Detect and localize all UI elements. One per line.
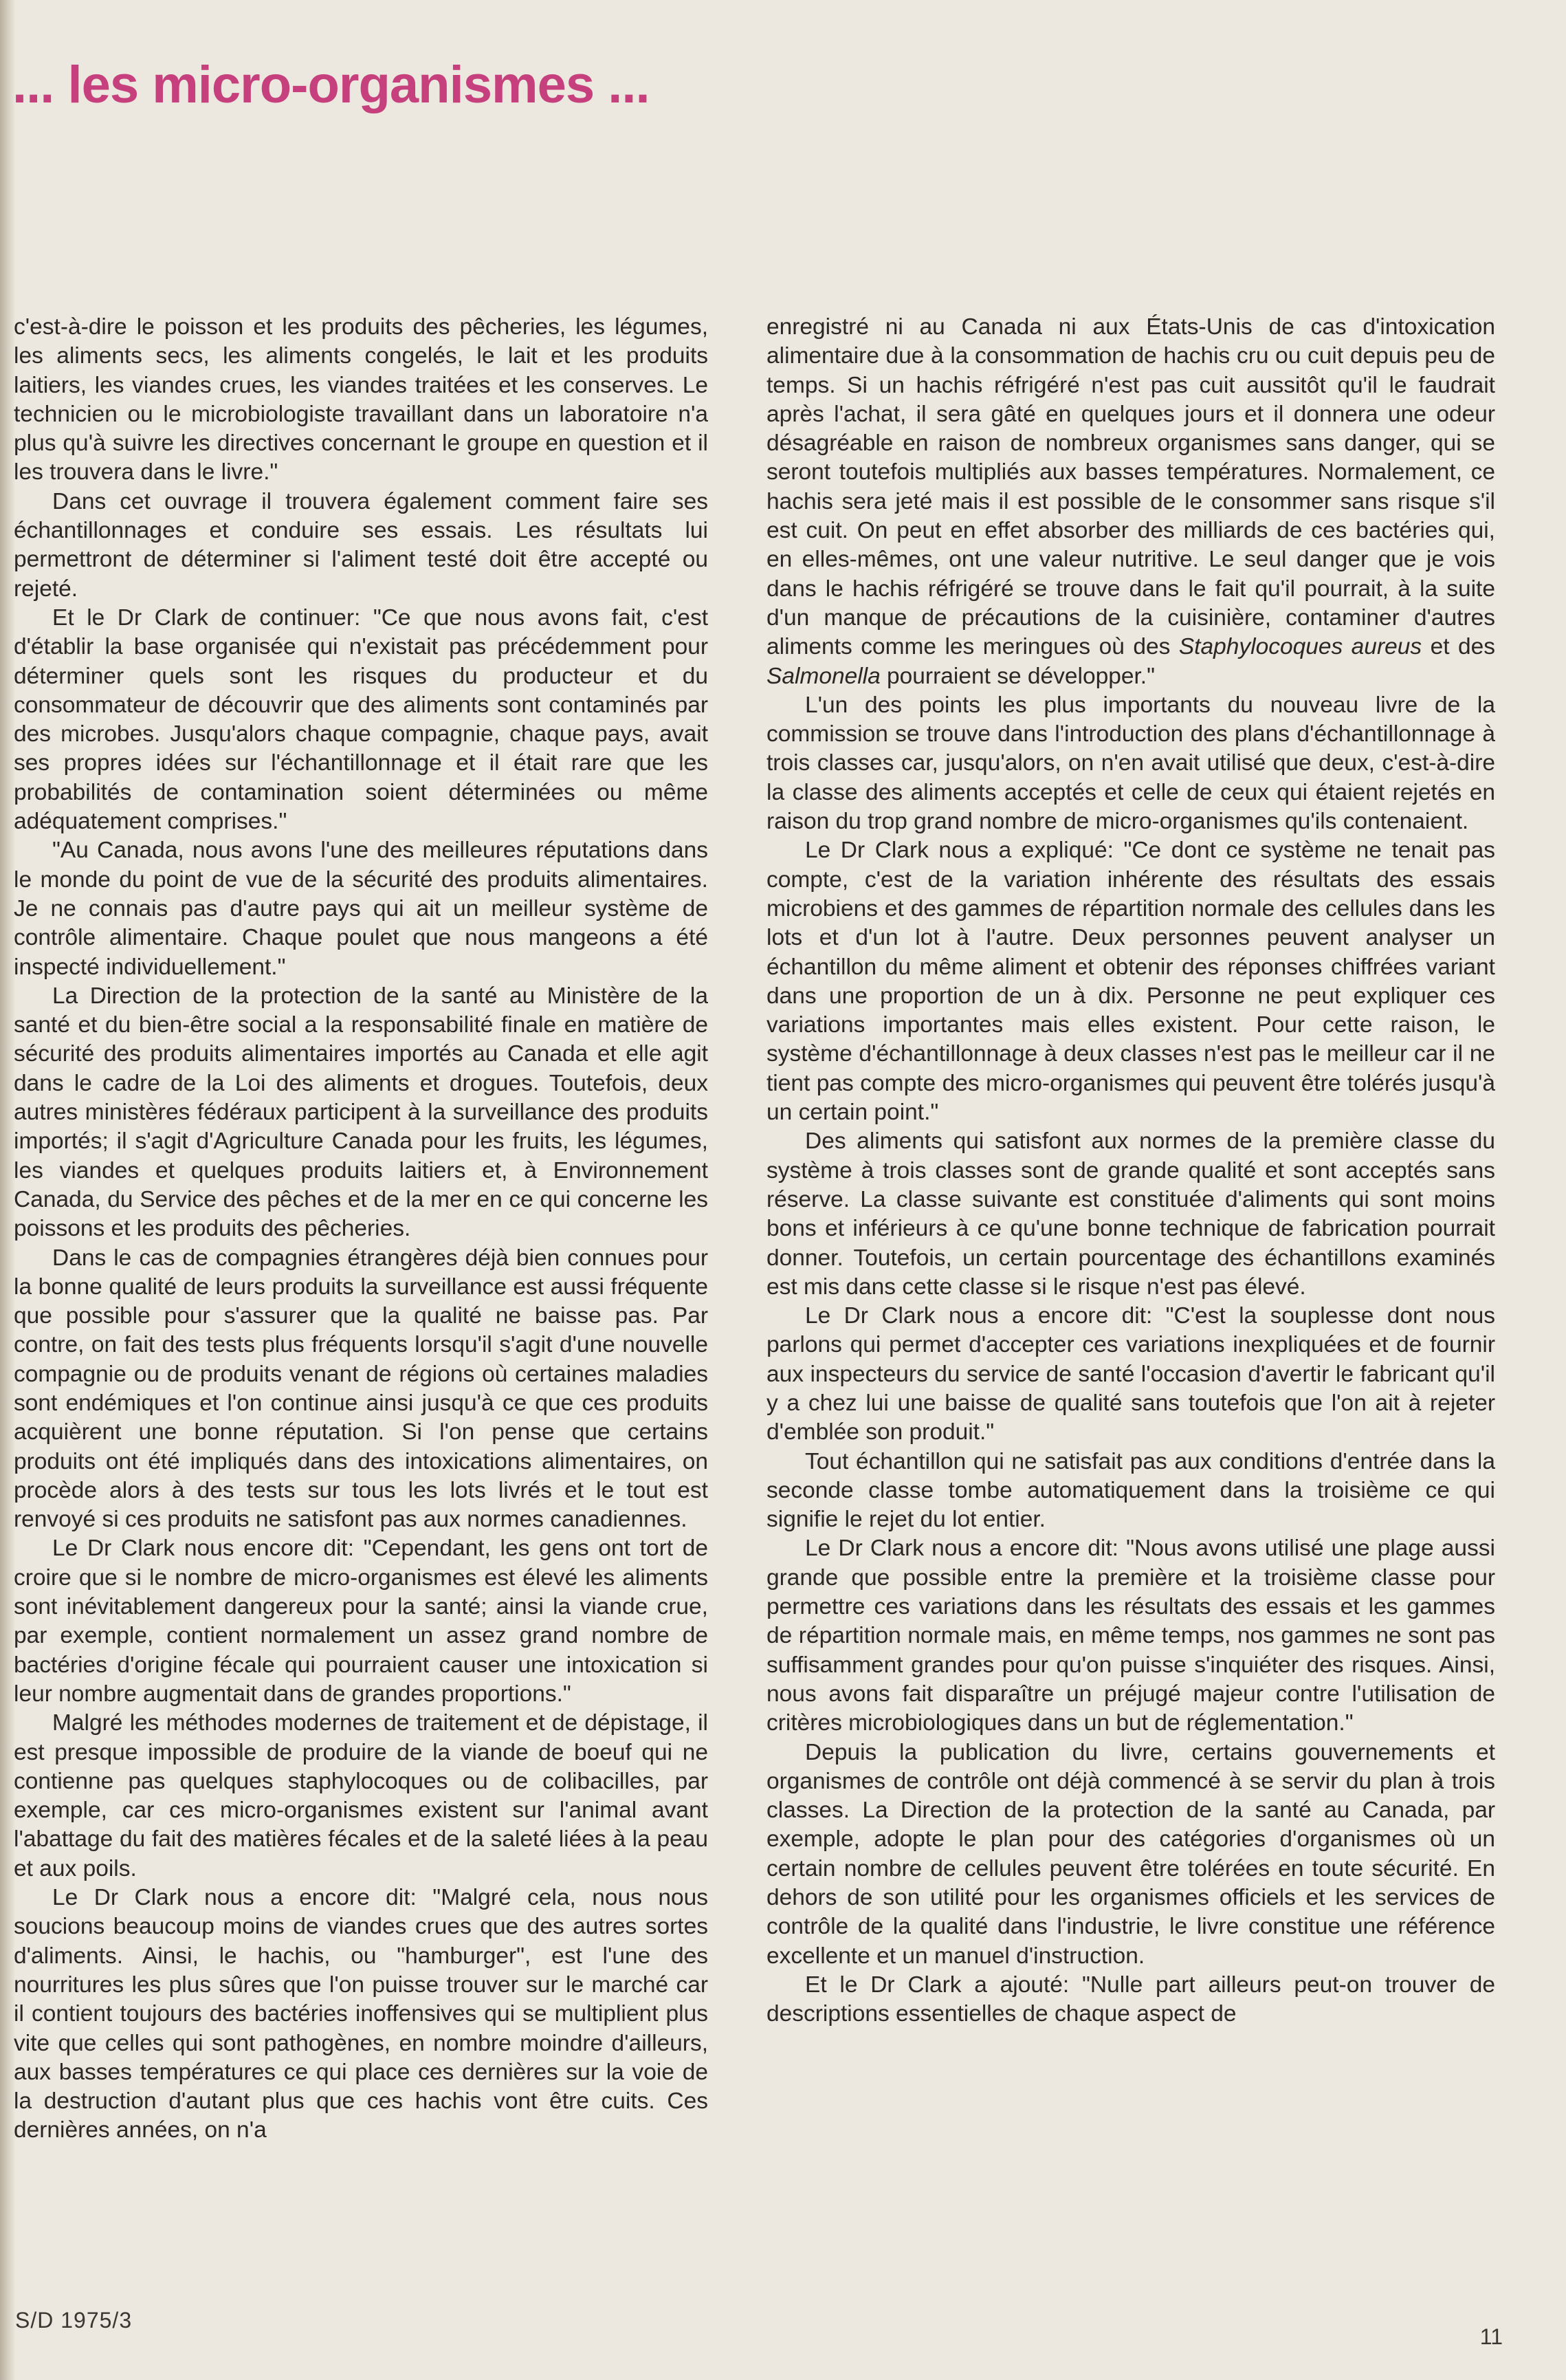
paragraph: Le Dr Clark nous a expliqué: "Ce dont ce système ne tenait pas compte, c'est de la variation inhérente des résultats des essais microbiens et des gammes de répartition normale des cellules dans les lots et d'un lot à l'autre. Deux personnes peuvent analyser un échantillon du même aliment et obtenir des réponses chiffrées variant dans une proportion de un à dix. Personne ne peut expliquer ces variations importantes mais elles existent. Pour cette raison, le système d'échantillonnage à deux classes n'est pas le meilleur car il ne tient pas compte des micro-organismes qui peuvent être tolérés jusqu'à un certain point.": [767, 838, 1495, 1126]
species-name-italic: Salmonella: [767, 663, 881, 689]
paragraph: "Au Canada, nous avons l'une des meilleures réputations dans le monde du point de vue de la sécurité des produits alimentaires. Je ne connais pas d'autre pays qui ait un meilleur système de contrôle alimentaire. Chaque poulet que nous mangeons a été inspecté individuellement.": [14, 838, 708, 980]
paragraph: Tout échantillon qui ne satisfait pas aux conditions d'entrée dans la seconde classe tombe automatiquement dans la troisième ce qui signifie le rejet du lot entier.: [767, 1448, 1495, 1533]
page-number: 11: [1479, 2324, 1503, 2349]
paragraph: Depuis la publication du livre, certains gouvernements et organismes de contrôle ont déjà commencé à se servir du plan à trois classes. La Direction de la protection de la santé au Canada, par exemple, adopte le plan pour des catégories d'organismes où un certain nombre de cellules peuvent être tolérées en toute sécurité. En dehors de son utilité pour les organismes officiels et les services de contrôle de la qualité dans l'industrie, le livre constitue une référence excellente et un manuel d'instruction.: [767, 1739, 1495, 1969]
paragraph-text: et des: [1422, 634, 1495, 660]
paragraph: L'un des points les plus importants du nouveau livre de la commission se trouve dans l'introduction des plans d'échantillonnage à trois classes car, jusqu'alors, on n'en avait utilisé que deux, c'est-à-dire la classe des aliments acceptés et celle de ceux qui étaient rejetés en raison du trop grand nombre de micro-organismes qu'ils contenaient.: [767, 692, 1495, 835]
article-column-left: [14, 313, 708, 2146]
paragraph: Le Dr Clark nous a encore dit: "C'est la souplesse dont nous parlons qui permet d'accepter ces variations inexpliquées et de fournir aux inspecteurs du service de santé l'occasion d'avertir le fabricant qu'il y a chez lui une baisse de qualité sans toutefois que l'on ait à rejeter d'emblée son produit.": [767, 1303, 1495, 1445]
article-column-right: [767, 313, 1495, 2029]
paragraph: La Direction de la protection de la santé au Ministère de la santé et du bien-être social a la responsabilité finale en matière de sécurité des produits alimentaires importés au Canada et elle agit dans le cadre de la Loi des aliments et drogues. Toutefois, deux autres ministères fédéraux participent à la surveillance des produits importés; il s'agit d'Agriculture Canada pour les fruits, les légumes, les viandes et quelques produits laitiers et, à Environnement Canada, du Service des pêches et de la mer en ce qui concerne les poissons et les produits des pêcheries.: [14, 983, 708, 1242]
species-name-italic: Staphylocoques aureus: [1178, 634, 1422, 660]
paragraph: c'est-à-dire le poisson et les produits des pêcheries, les légumes, les aliments secs, les aliments congelés, le lait et les produits laitiers, les viandes crues, les viandes traitées et les conserves. Le technicien ou le microbiologiste travaillant dans un laboratoire n'a plus qu'à suivre les directives concernant le groupe en question et il les trouvera dans le livre.": [14, 314, 708, 485]
paragraph: Malgré les méthodes modernes de traitement et de dépistage, il est presque impossible de produire de la viande de boeuf qui ne contienne pas quelques staphylocoques ou de colibacilles, par exemple, car ces micro-organismes existent sur l'animal avant l'abattage du fait des matières fécales et de la saleté liées à la peau et aux poils.: [14, 1710, 708, 1881]
paragraph-text: enregistré ni au Canada ni aux États-Unis de cas d'intoxication alimentaire due à la consommation de hachis cru ou cuit depuis peu de temps. Si un hachis réfrigéré n'est pas cuit aussitôt qu'il le faudrait après l'achat, il sera gâté en quelques jours et il donnera une odeur désagréable en raison de nombreux organismes sans danger, qui se seront toutefois multipliés aux basses températures. Normalement, ce hachis sera jeté mais il est possible de le consommer sans risque s'il est cuit. On peut en effet absorber des milliards de ces bactéries qui, en elles-mêmes, ont une valeur nutritive. Le seul danger que je vois dans le hachis réfrigéré se trouve dans le fait qu'il pourrait, à la suite d'un manque de précautions de la cuisinière, contaminer d'autres aliments comme les meringues où des: [767, 314, 1495, 660]
page-title: ... les micro-organismes ...: [12, 56, 650, 114]
paragraph: Le Dr Clark nous a encore dit: "Nous avons utilisé une plage aussi grande que possible entre la première et la troisième classe pour permettre ces variations dans les résultats des essais et les gammes de répartition normale mais, en même temps, nos gammes ne sont pas suffisamment grandes pour qu'on puisse s'inquiéter des risques. Ainsi, nous avons fait disparaître un préjugé majeur contre l'utilisation de critères microbiologiques dans un but de réglementation.": [767, 1536, 1495, 1736]
page-binding-shadow: [0, 0, 15, 2380]
paragraph: Dans le cas de compagnies étrangères déjà bien connues pour la bonne qualité de leurs produits la surveillance est aussi fréquente que possible pour s'assurer que la qualité ne baisse pas. Par contre, on fait des tests plus fréquents lorsqu'il s'agit d'une nouvelle compagnie ou de produits venant de régions où certaines maladies sont endémiques et l'on continue ainsi jusqu'à ce que ces produits acquièrent une bonne réputation. Si l'on pense que certains produits ont été impliqués dans des intoxications alimentaires, on procède alors à des tests sur tous les lots livrés et le tout est renvoyé si ces produits ne satisfont pas aux normes canadiennes.: [14, 1245, 708, 1533]
paragraph: Et le Dr Clark de continuer: "Ce que nous avons fait, c'est d'établir la base organisée qui n'existait pas précédemment pour déterminer quels sont les risques du producteur et du consommateur de découvrir que des aliments sont contaminés par des microbes. Jusqu'alors chaque compagnie, chaque pays, avait ses propres idées sur l'échantillonnage et il était rare que les probabilités de contamination soient déterminées ou même adéquatement comprises.": [14, 604, 708, 835]
paragraph: Le Dr Clark nous a encore dit: "Malgré cela, nous nous soucions beaucoup moins de viandes crues que des autres sortes d'aliments. Ainsi, le hachis, ou "hamburger", est l'une des nourritures les plus sûres que l'on puisse trouver sur le marché car il contient toujours des bactéries inoffensives qui se multiplient plus vite que celles qui sont pathogènes, en nombre moindre d'ailleurs, aux basses températures ce qui place ces dernières sur la voie de la destruction d'autant plus que ces hachis vont être cuits. Ces dernières années, on n'a: [14, 1885, 708, 2143]
publication-issue: S/D 1975/3: [15, 2308, 133, 2333]
paragraph: Le Dr Clark nous encore dit: "Cependant, les gens ont tort de croire que si le nombre de micro-organismes est élevé les aliments sont inévitablement dangereux pour la santé; ainsi la viande crue, par exemple, contient normalement un assez grand nombre de bactéries d'origine fécale qui pourraient causer une intoxication si leur nombre augmentait dans de grandes proportions.": [14, 1536, 708, 1707]
paragraph-text: pourraient se développer.": [880, 663, 1156, 689]
paragraph: Des aliments qui satisfont aux normes de la première classe du système à trois classes sont de grande qualité et sont acceptés sans réserve. La classe suivante est constituée d'aliments qui sont moins bons et inférieurs à ce qu'une bonne technique de fabrication pourrait donner. Toutefois, un certain pourcentage des échantillons examinés est mis dans cette classe si le risque n'est pas élevé.: [767, 1128, 1495, 1300]
paragraph: [767, 313, 1495, 691]
paragraph: Dans cet ouvrage il trouvera également comment faire ses échantillonnages et conduire ses essais. Les résultats lui permettront de déterminer si l'aliment testé doit être accepté ou rejeté.: [14, 488, 708, 602]
paragraph: Et le Dr Clark a ajouté: "Nulle part ailleurs peut-on trouver de descriptions essentielles de chaque aspect de: [767, 1972, 1495, 2027]
